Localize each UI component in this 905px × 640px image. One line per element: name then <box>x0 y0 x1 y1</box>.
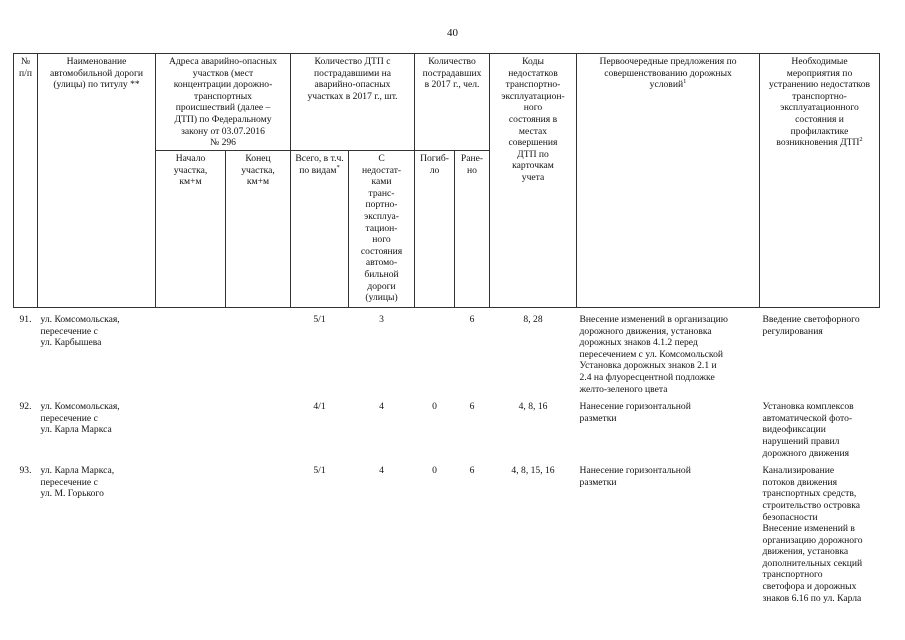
header-section-end: Конец участка, км+м <box>226 151 291 308</box>
proposals-text: Нанесение горизонтальной разметки <box>579 465 691 488</box>
defect-codes: 4, 8, 16 <box>518 401 548 413</box>
dtp-with-defects: 3 <box>379 314 384 325</box>
row-number: 92. <box>19 401 32 413</box>
footnote-marker-1: 1 <box>683 78 687 85</box>
table-row <box>14 308 880 396</box>
page-number: 40 <box>447 27 458 39</box>
header-measures: Необходимые мероприятия по устранению недостатков транспортно- эксплуатационного состояния и профилактике возникновения ДТП$^2$ <box>760 54 880 308</box>
header-injured: Ране- но <box>455 151 490 308</box>
road-name: ул. Комсомольская, пересечение с ул. Карбышева <box>40 314 120 349</box>
road-name: ул. Карла Маркса, пересечение с ул. М. Горького <box>40 465 115 500</box>
header-section-start: Начало участка, км+м <box>156 151 226 308</box>
row-number: 91. <box>19 314 32 325</box>
header-road-name: Наименование автомобильной дороги (улицы) по титулу ** <box>38 54 156 308</box>
defect-codes: 4, 8, 15, 16 <box>511 465 555 477</box>
section-end <box>226 459 291 609</box>
row-number: 93. <box>19 465 32 477</box>
header-row-number: № п/п <box>14 54 38 308</box>
header-total-by-type: Всего, в т.ч. по видам* <box>291 151 349 308</box>
injured-count: 6 <box>469 401 475 413</box>
footnote-marker-2: 2 <box>859 135 863 143</box>
killed-count: 0 <box>432 401 437 413</box>
header-defect-codes: Коды недостатков транспортно- эксплуатацион- ного состояния в местах совершения ДТП по карточкам учета <box>490 54 577 308</box>
section-start <box>156 459 226 609</box>
header-addresses: Адреса аварийно-опасных участков (мест концентрации дорожно- транспортных происшествий (далее – ДТП) по Федеральному закону от 03.07.2016 № 296 <box>156 54 291 151</box>
measures-text: Канализирование потоков движения транспортных средств, строительство островка безопасности Внесение изменений в организацию дорожного движения, установка дополнительных секций транспортного светофора и дорожных знаков 6.16 по ул. Карла <box>762 465 863 604</box>
section-start <box>156 395 226 459</box>
measures-text: Установка комплексов автоматической фото- видеофиксации нарушений правил дорожного движения <box>762 401 854 459</box>
dtp-total: 5/1 <box>313 314 326 325</box>
proposals-text: Внесение изменений в организацию дорожного движения, установка дорожных знаков 4.1.2 перед пересечением с ул. Комсомольской Установка дорожных знаков 2.1 и 2.4 на флуоресцентной подложке желто-зеленого цвета <box>579 314 728 395</box>
table-row <box>14 459 880 609</box>
dtp-with-defects: 4 <box>379 401 384 413</box>
killed-count: 0 <box>432 465 437 477</box>
header-killed: Погиб- ло <box>415 151 455 308</box>
section-end <box>226 308 291 396</box>
defect-codes: 8, 28 <box>523 314 543 325</box>
section-end <box>226 395 291 459</box>
table-row <box>14 395 880 459</box>
footnote-marker-star: * <box>336 163 340 171</box>
header-proposals: Первоочередные предложения по совершенствованию дорожных условий$^1$ <box>577 54 760 308</box>
dtp-total: 4/1 <box>313 401 326 413</box>
header-with-defects: С недостат- ками транс- портно- эксплуа- тацион- ного состояния автомо- бильной дороги (улицы) <box>349 151 415 308</box>
killed-count <box>415 308 455 396</box>
dtp-with-defects: 4 <box>379 465 384 477</box>
accident-sites-table <box>13 53 880 609</box>
dtp-total: 5/1 <box>313 465 326 477</box>
road-name: ул. Комсомольская, пересечение с ул. Карла Маркса <box>40 401 120 436</box>
injured-count: 6 <box>469 314 475 325</box>
injured-count: 6 <box>469 465 475 477</box>
section-start <box>156 308 226 396</box>
header-dtp-count: Количество ДТП с пострадавшими на аварийно-опасных участках в 2017 г., шт. <box>291 54 415 151</box>
measures-text: Введение светофорного регулирования <box>762 314 860 337</box>
header-victims-count: Количество пострадавших в 2017 г., чел. <box>415 54 490 151</box>
proposals-text: Нанесение горизонтальной разметки <box>579 401 691 424</box>
